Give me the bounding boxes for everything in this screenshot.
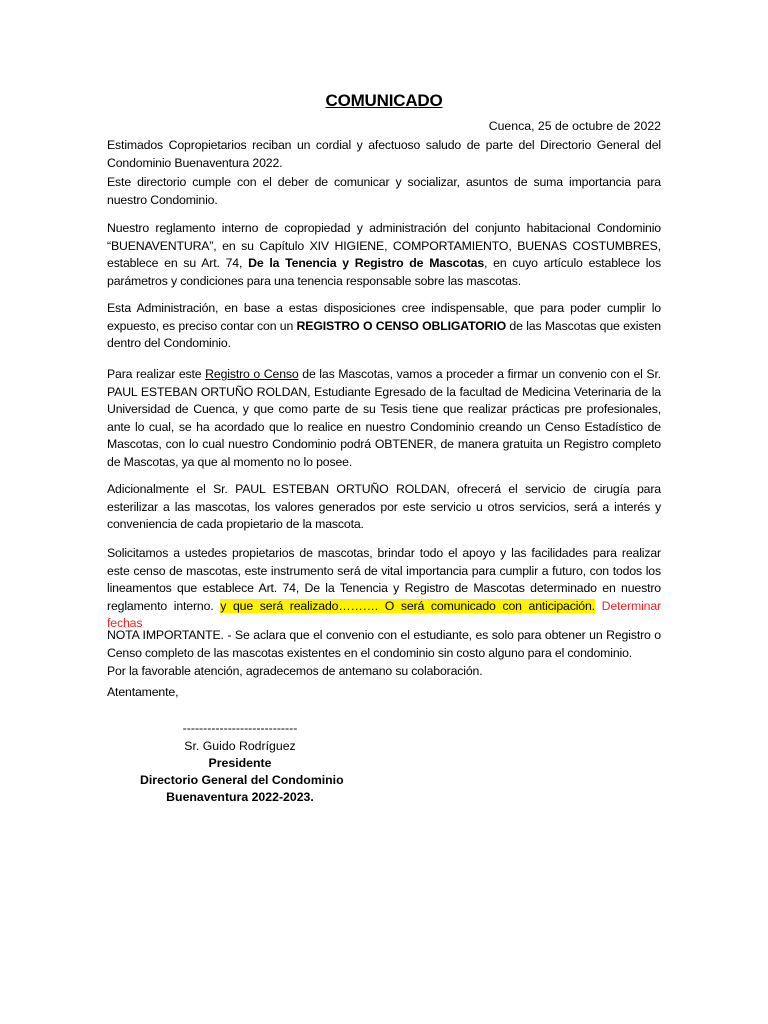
- closing-text: Atentamente,: [107, 685, 179, 699]
- signer-role: Presidente: [208, 756, 272, 770]
- paragraph-administration: [107, 300, 661, 353]
- highlighted-text: y que será realizado………. O será comunicado con anticipación.: [220, 598, 595, 613]
- paragraph-surgery: Adicionalmente el Sr. PAUL ESTEBAN ORTUÑO ROLDAN, ofrecerá el servicio de cirugía para esterilizar a las mascotas, los valores generados por este servicio u otros servicios, será a interés y conveniencia de cada propietario de la mascota.: [107, 482, 661, 531]
- paragraph-regulation-text-a: Nuestro reglamento interno de copropiedad y administración del conjunto habitacional Condominio “BUENAVENTURA”, en su Capítulo XIV HIGIENE, COMPORTAMIENTO, BUENAS COSTUMBRES, establece en su Art. 74,: [107, 221, 661, 270]
- paragraph-agreement-text-a: Para realizar este: [107, 367, 206, 381]
- paragraph-thanks: Por la favorable atención, agradecemos de antemano su colaboración.: [107, 664, 483, 678]
- article-title: De la Tenencia y Registro de Mascotas: [248, 256, 485, 270]
- signer-organization-period: Buenaventura 2022-2023.: [166, 790, 314, 804]
- red-note: Determinar fechas: [107, 598, 661, 630]
- paragraph-administration-text-a: Esta Administración, en base a estas disposiciones cree indispensable, que para poder cumplir lo expuesto, es preciso contar con un: [107, 301, 661, 333]
- document-title: COMUNICADO: [325, 91, 443, 110]
- signer-name: Sr. Guido Rodríguez: [184, 739, 296, 753]
- paragraph-greeting: Estimados Copropietarios reciban un cordial y afectuoso saludo de parte del Directorio General del Condominio Buenaventura 2022.: [107, 138, 661, 170]
- paragraph-agreement: [107, 366, 661, 471]
- paragraph-regulation: [107, 220, 661, 290]
- paragraph-regulation-text-b: , en cuyo artículo establece los parámetros y condiciones para una tenencia responsable sobre las mascotas.: [107, 256, 661, 288]
- date-line: Cuenca, 25 de octubre de 2022: [488, 119, 661, 133]
- paragraph-request-text: Solicitamos a ustedes propietarios de mascotas, brindar todo el apoyo y las facilidades para realizar este censo de mascotas, este instrumento será de vital importancia para cumplir a futuro, con todos los lineamentos que establece Art. 74, De la Tenencia y Registro de Mascotas determinado en nuestro reglamento interno.: [107, 546, 661, 613]
- paragraph-agreement-text-b: de las Mascotas, vamos a proceder a firmar un convenio con el Sr. PAUL ESTEBAN ORTUÑO ROLDAN, Estudiante Egresado de la facultad de Medicina Veterinaria de la Universidad de Cuenca, y que como parte de su Tesis tiene que realizar prácticas pre profesionales, ante lo cual, se ha acordado que lo realice en nuestro Condominio creando un Censo Estadístico de Mascotas, con lo cual nuestro Condominio podrá OBTENER, de manera gratuita un Registro completo de Mascotas, ya que al momento no lo posee.: [107, 367, 661, 469]
- mandatory-census-label: REGISTRO O CENSO OBLIGATORIO: [296, 318, 507, 333]
- paragraph-important-note: NOTA IMPORTANTE. - Se aclara que el convenio con el estudiante, es solo para obtener un Registro o Censo completo de las mascotas existentes en el condominio sin costo alguno para el condominio.: [107, 628, 661, 660]
- paragraph-administration-text-b: de las Mascotas que existen dentro del Condominio.: [107, 318, 661, 350]
- paragraph-duty: Este directorio cumple con el deber de comunicar y socializar, asuntos de suma importancia para nuestro Condominio.: [107, 175, 661, 207]
- signer-organization: Directorio General del Condominio: [140, 773, 344, 787]
- paragraph-request: [107, 545, 661, 633]
- registry-census-underlined: Registro o Censo: [205, 367, 299, 381]
- signature-line: ----------------------------: [182, 721, 298, 735]
